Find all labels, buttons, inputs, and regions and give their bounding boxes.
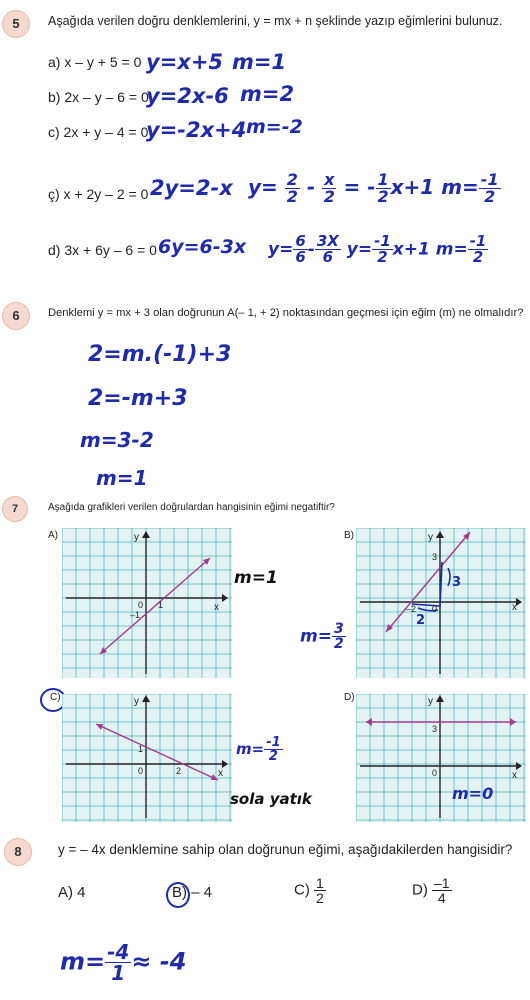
- q8-choice-a[interactable]: A) 4: [58, 884, 86, 901]
- q5-hand-d-a: 6y=6-3x: [158, 236, 247, 258]
- graph-b-tick-0: 0: [432, 604, 438, 614]
- graph-a-tick-neg1: –1: [130, 610, 141, 620]
- graph-c-bg: [62, 694, 232, 822]
- graph-c-tick-0: 0: [138, 766, 144, 776]
- graph-d-label: D): [344, 692, 355, 703]
- graph-b-tick-neg2: –2: [406, 604, 417, 614]
- q8-work: m= $\frac{-4}{1}$ ≈ -4: [60, 940, 187, 985]
- q5-hand-c: y=-2x+4: [146, 118, 247, 142]
- q6-work-4: m=1: [96, 466, 148, 490]
- question-number-5: 5: [2, 10, 30, 38]
- question-number-8: 8: [4, 838, 32, 866]
- graph-c: [62, 694, 232, 822]
- graph-a-note: m=1: [234, 568, 278, 588]
- graph-c-note-2: sola yatık: [230, 790, 312, 808]
- question-number-7: 7: [2, 496, 28, 522]
- graph-b-x-label: x: [512, 602, 517, 613]
- graph-d-x-label: x: [512, 770, 517, 781]
- graph-b: [356, 528, 526, 678]
- graph-b-pen-mark-2: 2: [416, 613, 426, 628]
- graph-a-tick-0: 0: [138, 600, 144, 610]
- graph-a-y-label: y: [134, 532, 139, 543]
- q8-prompt: y = – 4x denklemine sahip olan doğrunun eğimi, aşağıdakilerden hangisidir?: [58, 842, 513, 857]
- q5-item-a: a) x – y + 5 = 0: [48, 54, 142, 70]
- q7-prompt: Aşağıda grafikleri verilen doğrulardan hangisinin eğimi negatiftir?: [48, 502, 335, 513]
- graph-d-y-label: y: [428, 696, 433, 707]
- q5-slope-a: m=1: [232, 50, 287, 74]
- q6-work-2: 2=-m+3: [88, 386, 188, 411]
- question-number-6: 6: [2, 302, 30, 330]
- graph-a: [62, 528, 232, 678]
- graph-c-note: m= $\frac{-1}{2}$: [236, 735, 281, 764]
- graph-b-pen-mark-3: 3: [452, 575, 462, 590]
- graph-b-bg: [356, 528, 526, 678]
- graph-c-x-label: x: [218, 768, 223, 779]
- q6-work-1: 2=m.(-1)+3: [88, 342, 232, 367]
- graph-a-x-label: x: [214, 602, 219, 613]
- q5-slope-b: m=2: [240, 82, 295, 106]
- q8-choice-b[interactable]: B) – 4: [172, 884, 213, 901]
- q5-hand-d-b: y= $\frac{6}{6}$ - $\frac{3X}{6}$ y= $\frac{-1}{2}$ x+1 m= $\frac{-1}{2}$: [268, 232, 487, 266]
- graph-c-y-label: y: [134, 696, 139, 707]
- graph-c-tick-1: 1: [138, 744, 144, 754]
- graph-d-bg: [356, 694, 526, 822]
- q5-prompt: Aşağıda verilen doğru denklemlerini, y = mx + n şeklinde yazıp eğimlerini bulunuz.: [48, 14, 503, 28]
- graph-b-label: B): [344, 530, 354, 541]
- q8-choice-d[interactable]: D) $\frac{-1}{4}$: [412, 875, 450, 906]
- q5-hand-b: y=2x-6: [146, 84, 229, 108]
- q5-hand-a: y=x+5: [146, 50, 224, 74]
- graph-d-tick-0: 0: [432, 768, 438, 778]
- q5-item-d: d) 3x + 6y – 6 = 0: [48, 242, 157, 258]
- q5-hand-c2-a: 2y=2-x: [150, 176, 233, 200]
- graph-d-note: m=0: [452, 784, 494, 803]
- q5-item-c-cedilla: ç) x + 2y – 2 = 0: [48, 186, 149, 202]
- q6-work-3: m=3-2: [80, 428, 154, 452]
- graph-a-label: A): [48, 530, 58, 541]
- graph-b-note: m= $\frac{3}{2}$: [300, 621, 344, 652]
- q5-slope-c: m=-2: [246, 116, 303, 138]
- q5-hand-c2-b: y= $\frac{2}{2}$ - $\frac{x}{2}$ = - $\frac{1}{2}$ x+1 m= $\frac{-1}{2}$: [248, 170, 499, 206]
- q5-item-c: c) 2x + y – 4 = 0: [48, 124, 149, 140]
- graph-c-tick-2: 2: [176, 766, 182, 776]
- graph-d-tick-3: 3: [432, 724, 438, 734]
- graph-d: [356, 694, 526, 822]
- graph-a-tick-1: 1: [158, 600, 164, 610]
- graph-b-tick-3: 3: [432, 552, 438, 562]
- graph-c-label: C): [50, 692, 61, 703]
- q6-prompt: Denklemi y = mx + 3 olan doğrunun A(– 1, + 2) noktasından geçmesi için eğim (m) ne olmalıdır?: [48, 307, 524, 319]
- q8-choice-c[interactable]: C) $\frac{1}{2}$: [294, 875, 324, 906]
- q5-item-b: b) 2x – y – 6 = 0: [48, 89, 149, 105]
- graph-a-bg: [62, 528, 232, 678]
- graph-b-y-label: y: [428, 532, 433, 543]
